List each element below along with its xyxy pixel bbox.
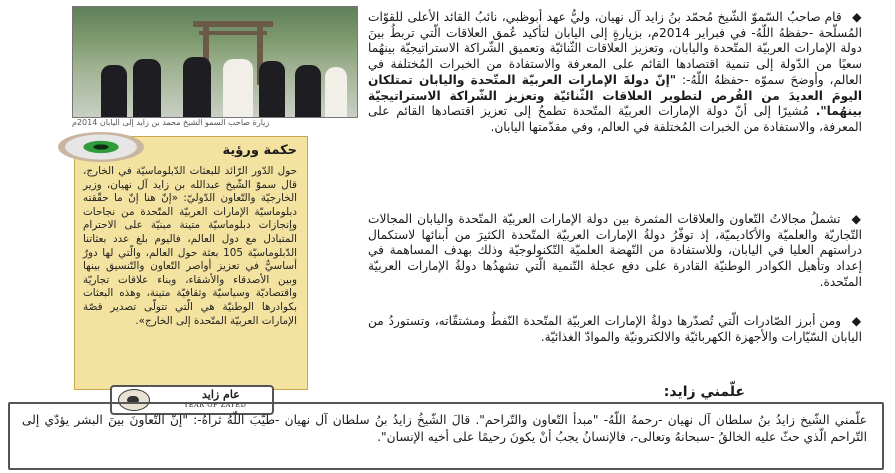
sidebar-title: حكمة ورؤية: [222, 143, 297, 158]
teach-title: علّمني زايد:: [663, 384, 745, 400]
sidebar-body: حول الدّور الرّائد للبعثات الدّبلوماسيّة في الخارج، قال سموّ الشّيخ عبدالله بن زايد آل نهيان، وزير الخارجيّة والتّعاون الدّوليّ: «إنّ هنا إنّ ما حقّقته دبلوماسيّة الإمارات العربيّة المتّحدة من نجاحات وإنجازات دبلوماسيّة متينة مبنيّة على الاحترام المتبادل مع دول العالم، فاليوم بلغ عدد بعثاتنا الدّبلوماسيّة 105 بعثة حول العالم، والّتي لها دورٌ أساسيٌّ في تعزيز أواصر التّعاون والتّنسيق بينها وبين الأصدقاء والأشقاء، وبناء علاقات تجاريّة واقتصاديّة وسياسيّة وثقافيّة متينة، وهذه البعثات بكوادرها الوطنيّة هي الّتي تتولّى تصدير قصّة الإمارات العربيّة المتّحدة إلى الخارج».: [83, 165, 297, 327]
eye-icon: [58, 132, 144, 162]
paragraph-cooperation-text: تشملُ مجالاتُ التّعاون والعلاقات المثمرة بين دولة الإمارات العربيّة المتّحدة واليابان المجالات التّجاريّة والعلميّة والأكاديميّة، إذ توفّرُ دولةُ الإمارات العربيّة المتّحدة الكثيرَ من أبنائها لاستكمال دراستهم العليا في اليابان، وللاستفادة من النّهضة العلميّة التّكنولوجيّة وذلك بهدف المساهمة في إعداد وتأهيل الكوادر الوطنيّة القادرة على دفع عجلة التّنمية الّتي تشهدُها دولةُ الإمارات العربيّة المتّحدة.: [368, 212, 862, 289]
badge-english: YEAR OF ZAYED: [184, 401, 247, 409]
paragraph-exports: [368, 314, 862, 345]
quote-text: "إنّ دولةَ الإمارات العربيّة المتّحدة واليابان تمتلكان اليومَ العديدَ من الفُرص لتطوير العلاقات الثّنائيّة وتعزيز الشّراكة الاستراتيجيّة بينهُما".: [368, 72, 863, 119]
wisdom-vision-box: [74, 136, 308, 390]
paragraph-exports-text: ومن أبرز الصّادرات الّتي تُصدّرها دولةُ الإمارات العربيّة المتّحدة النّفطُ ومشتقّاته، وتستوردُ من اليابان السّيّارات والأجهزة الكهربائيّة والالكترونيّة والموادّ الغذائيّة.: [368, 314, 862, 344]
badge-arabic: عام زايد: [202, 388, 240, 401]
bullet-icon: ◆: [851, 314, 863, 328]
photo-japan-visit: [72, 6, 358, 118]
teach-body: علّمني الشّيخ زايدُ بنُ سلطان آل نهيان -رحمهُ اللّهُ- "مبدأ التّعاون والتّراحم". قالَ الشّيخُ زايدُ بنُ سلطان آل نهيان -طيّبَ اللّهُ ثراهُ-: "إنّ التّعاونَ بينَ البشر يؤدّي إلى التّراحم الّذي حثّ عليه الخالقُ -سبحانهُ وتعالى-، فالإنسانُ يجبُ أنْ يكونَ رحيمًا على أخيه الإنسان".: [22, 413, 867, 444]
bullet-icon: ◆: [851, 212, 862, 226]
paragraph-visit-text: قام صاحبُ السّموّ الشّيخ مُحمّد بنُ زايد آل نهيان، وليُّ عهد أبوظبي، نائبُ القائد الأعلى للقوّات المُسلّحة -حفظهُ اللّهُ- في فبراير 2014م، بزيارةٍ إلى اليابان لتأكيد عُمق العلاقات الّتي تربطُ بينَ دولة الإمارات العربيّة المتّحدة واليابان، وتعزيز العلاقات الثّنائيّة وتعميق الشّراكة الاستراتيجيّة بينهُما سعيًا من الدّولة إلى تنمية اقتصادها القائم على المعرفة والاستفادة من الخبرات المُختلفة في العالم، وأوضحَ سموّه -حفظهُ اللّهُ-:: [368, 10, 863, 87]
bullet-icon: ◆: [852, 10, 863, 24]
paragraph-visit-end: مُشيرًا إلى أنّ دولة الإمارات العربيّة المتّحدة تطمحُ إلى تعزيز اقتصادها القائم على المعرفة، والاستفادة من الخبرات المُختلفة في العالم، وفي مقدّمتها اليابان.: [368, 104, 862, 134]
paragraph-visit: [368, 10, 862, 136]
photo-caption: زيارة صاحب السمو الشيخ محمد بن زايد إلى اليابان 2014م: [72, 118, 270, 127]
paragraph-cooperation: [368, 212, 862, 291]
